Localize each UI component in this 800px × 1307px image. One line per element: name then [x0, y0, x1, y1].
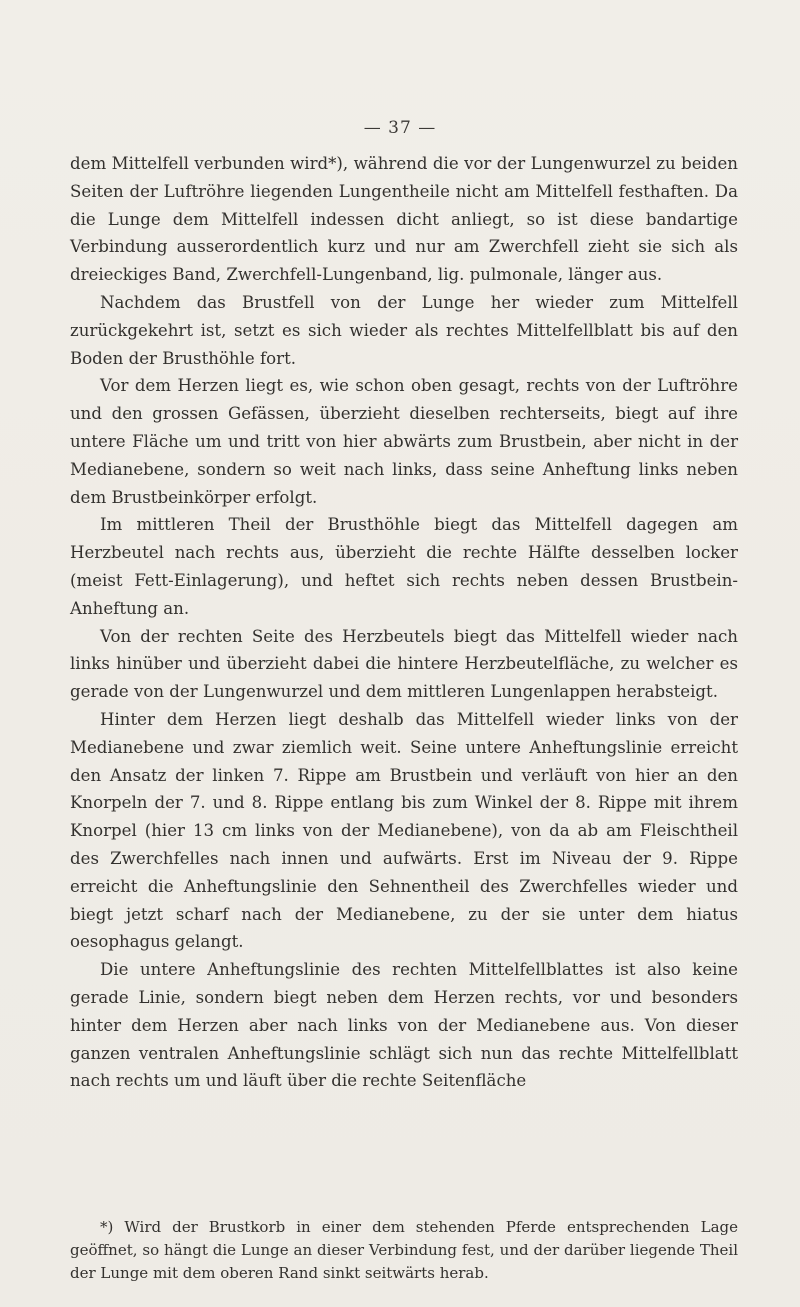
main-text	[70, 150, 738, 1095]
paragraph: Vor dem Herzen liegt es, wie schon oben gesagt, rechts von der Luftröhre und den grossen Gefässen, überzieht dieselben rechterseits, biegt auf ihre untere Fläche um und tritt von hier abwärts zum Brustbein, aber nicht in der Medianebene, sondern so weit nach links, dass seine Anheftung links neben dem Brustbeinkörper erfolgt.	[70, 376, 738, 507]
paragraph: Nachdem das Brustfell von der Lunge her wieder zum Mittelfell zurückgekehrt ist, setzt es sich wieder als rechtes Mittelfellblatt bis auf den Boden der Brusthöhle fort.	[70, 292, 738, 368]
page-number: — 37 —	[363, 118, 437, 138]
paragraph: dem Mittelfell verbunden wird*), während die vor der Lungenwurzel zu beiden Seiten der Luftröhre liegenden Lungentheile nicht am Mittelfell festhaften. Da die Lunge dem Mittelfell indessen dicht anliegt, so ist diese bandartige Verbindung ausserordentlich kurz und nur am Zwerchfell zieht sie sich als dreieckiges Band, Zwerchfell-Lungenband, lig. pulmonale, länger aus.	[70, 154, 738, 285]
footnote-text: *) Wird der Brustkorb in einer dem stehenden Pferde entsprechenden Lage geöffnet, so hängt die Lunge an dieser Verbindung fest, und der darüber liegende Theil der Lunge mit dem oberen Rand sinkt seitwärts herab.	[70, 1218, 738, 1282]
footnote	[70, 1216, 738, 1285]
paragraph: Hinter dem Herzen liegt deshalb das Mittelfell wieder links von der Medianebene und zwar ziemlich weit. Seine untere Anheftungslinie erreicht den Ansatz der linken 7. Rippe am Brustbein und verläuft von hier an den Knorpeln der 7. und 8. Rippe entlang bis zum Winkel der 8. Rippe mit ihrem Knorpel (hier 13 cm links von der Medianebene), von da ab am Fleischtheil des Zwerchfelles nach innen und aufwärts. Erst im Niveau der 9. Rippe erreicht die Anheftungslinie den Sehnentheil des Zwerchfelles wieder und biegt jetzt scharf nach der Medianebene, zu der sie unter dem hiatus oesophagus gelangt.	[70, 709, 738, 952]
paragraph: Im mittleren Theil der Brusthöhle biegt das Mittelfell dagegen am Herzbeutel nach rechts aus, überzieht die rechte Hälfte desselben locker (meist Fett-Einlagerung), und heftet sich rechts neben dessen Brustbein-Anheftung an.	[70, 515, 738, 618]
paragraph: Die untere Anheftungslinie des rechten Mittelfellblattes ist also keine gerade Linie, sondern biegt neben dem Herzen rechts, vor und besonders hinter dem Herzen aber nach links von der Medianebene aus. Von dieser ganzen ventralen Anheftungslinie schlägt sich nun das rechte Mittelfellblatt nach rechts um und läuft über die rechte Seitenfläche	[70, 960, 738, 1091]
paragraph: Von der rechten Seite des Herzbeutels biegt das Mittelfell wieder nach links hinüber und überzieht dabei die hintere Herzbeutelfläche, zu welcher es gerade von der Lungenwurzel und dem mittleren Lungenlappen herabsteigt.	[70, 626, 738, 702]
